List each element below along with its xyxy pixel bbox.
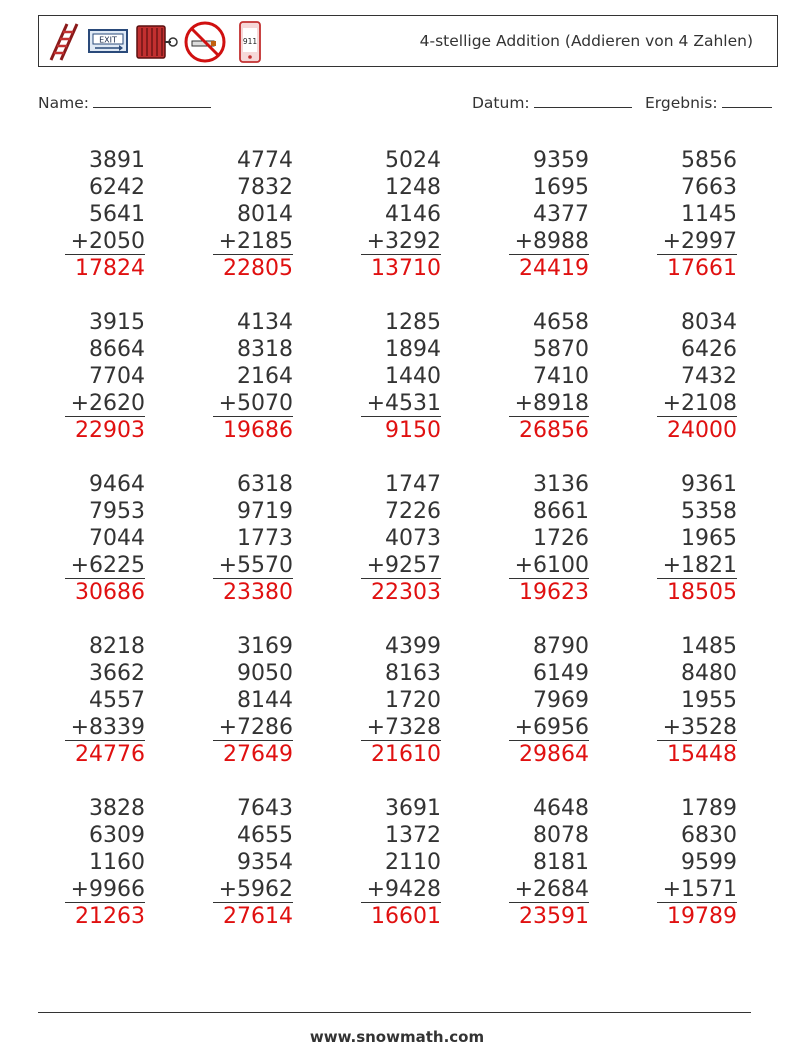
addend: 8480	[681, 661, 737, 686]
last-addend: +9428	[361, 876, 441, 903]
addition-problem	[65, 795, 145, 931]
addend: 3891	[89, 148, 145, 173]
exit-sign-icon	[87, 20, 129, 64]
answer: 27649	[223, 742, 293, 767]
addend: 1726	[533, 526, 589, 551]
addend: 8664	[89, 337, 145, 362]
last-addend: +6956	[509, 714, 589, 741]
addend: 6830	[681, 823, 737, 848]
addend: 4377	[533, 202, 589, 227]
last-addend: +8918	[509, 390, 589, 417]
addend: 7832	[237, 175, 293, 200]
addend: 6426	[681, 337, 737, 362]
addend: 7704	[89, 364, 145, 389]
result-field	[645, 93, 772, 112]
last-addend: +3528	[657, 714, 737, 741]
name-label: Name:	[38, 94, 89, 112]
addition-problem	[213, 471, 293, 607]
answer: 22805	[223, 256, 293, 281]
addend: 4134	[237, 310, 293, 335]
answer: 17661	[667, 256, 737, 281]
addend: 8034	[681, 310, 737, 335]
addend: 3691	[385, 796, 441, 821]
addition-problem	[213, 795, 293, 931]
addition-problem	[509, 471, 589, 607]
addend: 1485	[681, 634, 737, 659]
addition-problem	[361, 633, 441, 769]
last-addend: +7286	[213, 714, 293, 741]
last-addend: +2620	[65, 390, 145, 417]
addition-problem	[657, 795, 737, 931]
last-addend: +5070	[213, 390, 293, 417]
addition-problem	[509, 309, 589, 445]
date-label: Datum:	[472, 94, 530, 112]
last-addend: +6225	[65, 552, 145, 579]
addend: 6309	[89, 823, 145, 848]
addition-problem	[213, 147, 293, 283]
addend: 8163	[385, 661, 441, 686]
addend: 5358	[681, 499, 737, 524]
result-blank[interactable]	[722, 93, 772, 108]
addition-problem	[65, 147, 145, 283]
addend: 1440	[385, 364, 441, 389]
no-smoking-icon	[183, 20, 227, 64]
addend: 4658	[533, 310, 589, 335]
addend: 1773	[237, 526, 293, 551]
addend: 1372	[385, 823, 441, 848]
addend: 8144	[237, 688, 293, 713]
addition-problem	[361, 471, 441, 607]
answer: 24776	[75, 742, 145, 767]
addend: 1285	[385, 310, 441, 335]
answer: 23380	[223, 580, 293, 605]
addend: 9050	[237, 661, 293, 686]
ladder-icon	[47, 20, 81, 64]
addition-problem	[657, 633, 737, 769]
addend: 9464	[89, 472, 145, 497]
addend: 1145	[681, 202, 737, 227]
last-addend: +3292	[361, 228, 441, 255]
addition-problem	[65, 633, 145, 769]
addend: 8318	[237, 337, 293, 362]
addend: 9719	[237, 499, 293, 524]
addend: 8661	[533, 499, 589, 524]
addend: 7663	[681, 175, 737, 200]
addition-problem	[509, 795, 589, 931]
answer: 23591	[519, 904, 589, 929]
addend: 1965	[681, 526, 737, 551]
addend: 3662	[89, 661, 145, 686]
last-addend: +2185	[213, 228, 293, 255]
answer: 19789	[667, 904, 737, 929]
answer: 29864	[519, 742, 589, 767]
addition-problem	[361, 147, 441, 283]
phone-911-label: 911	[242, 37, 258, 46]
addend: 7953	[89, 499, 145, 524]
answer: 24000	[667, 418, 737, 443]
addend: 6149	[533, 661, 589, 686]
addition-problem	[657, 147, 737, 283]
name-blank[interactable]	[93, 93, 211, 108]
last-addend: +1821	[657, 552, 737, 579]
phone-911-icon	[235, 20, 265, 64]
last-addend: +2684	[509, 876, 589, 903]
addend: 5856	[681, 148, 737, 173]
addend: 2110	[385, 850, 441, 875]
addend: 4399	[385, 634, 441, 659]
addend: 4146	[385, 202, 441, 227]
addend: 4557	[89, 688, 145, 713]
last-addend: +1571	[657, 876, 737, 903]
addend: 8790	[533, 634, 589, 659]
addend: 7044	[89, 526, 145, 551]
last-addend: +4531	[361, 390, 441, 417]
addend: 8181	[533, 850, 589, 875]
name-field	[38, 93, 211, 112]
addend: 6242	[89, 175, 145, 200]
answer: 18505	[667, 580, 737, 605]
answer: 19686	[223, 418, 293, 443]
addition-problem	[65, 309, 145, 445]
addend: 4774	[237, 148, 293, 173]
addition-problem	[657, 309, 737, 445]
last-addend: +9966	[65, 876, 145, 903]
footer-website: www.snowmath.com	[309, 1028, 485, 1046]
addend: 6318	[237, 472, 293, 497]
answer: 13710	[371, 256, 441, 281]
last-addend: +2997	[657, 228, 737, 255]
addition-problem	[509, 633, 589, 769]
addition-problem	[213, 633, 293, 769]
addition-problem	[361, 795, 441, 931]
addition-problem	[361, 309, 441, 445]
answer: 16601	[371, 904, 441, 929]
addend: 1720	[385, 688, 441, 713]
header-box	[38, 15, 778, 67]
date-blank[interactable]	[534, 93, 632, 108]
answer: 26856	[519, 418, 589, 443]
answer: 27614	[223, 904, 293, 929]
date-field	[472, 93, 632, 112]
addend: 3915	[89, 310, 145, 335]
answer: 17824	[75, 256, 145, 281]
addition-problem	[213, 309, 293, 445]
answer: 24419	[519, 256, 589, 281]
last-addend: +2050	[65, 228, 145, 255]
addend: 1747	[385, 472, 441, 497]
addend: 7226	[385, 499, 441, 524]
answer: 22903	[75, 418, 145, 443]
addition-problem	[65, 471, 145, 607]
fire-hose-icon	[133, 20, 179, 64]
answer: 21263	[75, 904, 145, 929]
answer: 9150	[385, 418, 441, 443]
result-label: Ergebnis:	[645, 94, 718, 112]
last-addend: +5570	[213, 552, 293, 579]
last-addend: +8339	[65, 714, 145, 741]
header-icons	[47, 20, 267, 64]
addend: 7432	[681, 364, 737, 389]
addend: 7410	[533, 364, 589, 389]
addend: 3169	[237, 634, 293, 659]
addend: 3136	[533, 472, 589, 497]
addend: 1248	[385, 175, 441, 200]
addend: 1789	[681, 796, 737, 821]
addend: 3828	[89, 796, 145, 821]
addend: 8014	[237, 202, 293, 227]
addition-problem	[657, 471, 737, 607]
addend: 1955	[681, 688, 737, 713]
last-addend: +9257	[361, 552, 441, 579]
addend: 9354	[237, 850, 293, 875]
last-addend: +8988	[509, 228, 589, 255]
addition-problem	[509, 147, 589, 283]
answer: 30686	[75, 580, 145, 605]
addend: 9599	[681, 850, 737, 875]
last-addend: +6100	[509, 552, 589, 579]
addend: 4073	[385, 526, 441, 551]
addend: 2164	[237, 364, 293, 389]
footer-divider	[38, 1012, 751, 1013]
addend: 1894	[385, 337, 441, 362]
addend: 7969	[533, 688, 589, 713]
answer: 19623	[519, 580, 589, 605]
addend: 1695	[533, 175, 589, 200]
last-addend: +2108	[657, 390, 737, 417]
answer: 22303	[371, 580, 441, 605]
addend: 8078	[533, 823, 589, 848]
addend: 1160	[89, 850, 145, 875]
addend: 5870	[533, 337, 589, 362]
addend: 8218	[89, 634, 145, 659]
last-addend: +5962	[213, 876, 293, 903]
worksheet-title: 4-stellige Addition (Addieren von 4 Zahlen)	[419, 32, 753, 50]
answer: 21610	[371, 742, 441, 767]
addend: 5641	[89, 202, 145, 227]
last-addend: +7328	[361, 714, 441, 741]
answer: 15448	[667, 742, 737, 767]
addend: 4648	[533, 796, 589, 821]
exit-sign-label: EXIT	[99, 35, 117, 45]
addend: 4655	[237, 823, 293, 848]
addend: 9361	[681, 472, 737, 497]
addend: 5024	[385, 148, 441, 173]
addend: 9359	[533, 148, 589, 173]
addend: 7643	[237, 796, 293, 821]
